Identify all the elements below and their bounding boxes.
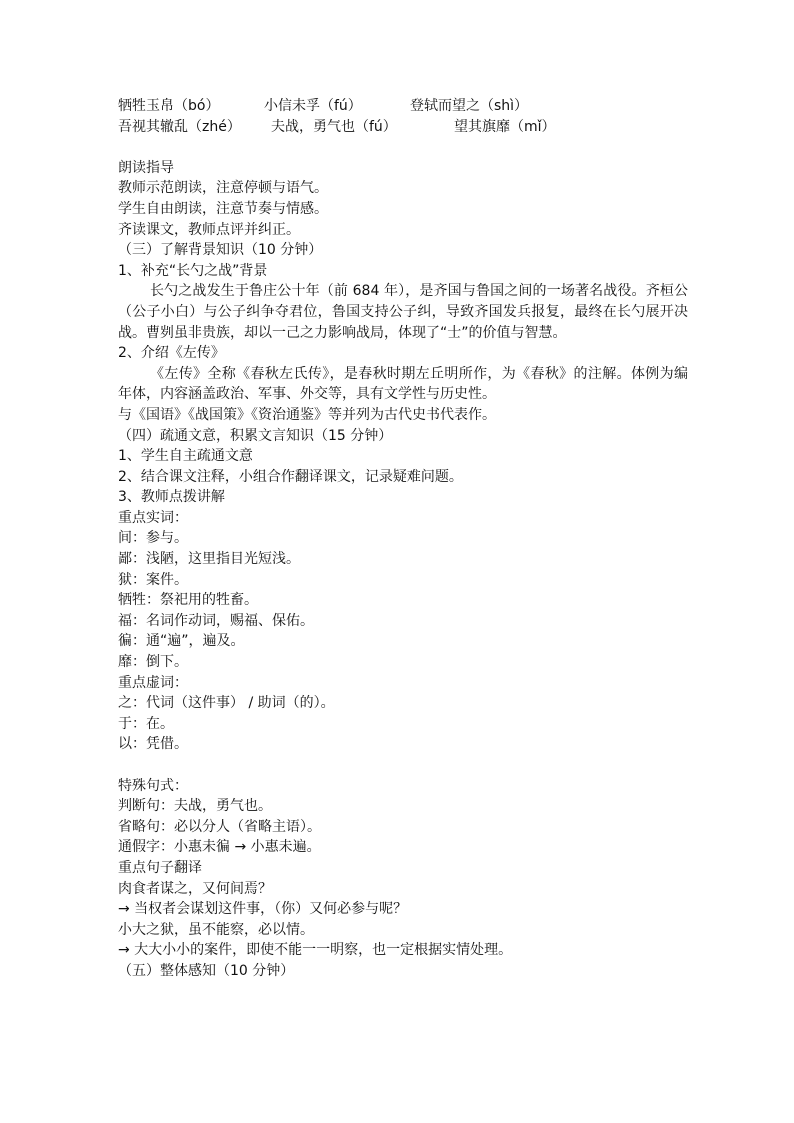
reading-guide-heading: 朗读指导 — [118, 159, 174, 176]
vocab-row-1 — [118, 96, 688, 117]
section-4-step: 1、学生自主疏通文意 — [118, 448, 253, 465]
content-word: 间：参与。 — [118, 530, 188, 547]
reading-guide-line: 学生自由朗读，注意节奏与情感。 — [118, 200, 328, 217]
function-words-heading: 重点虚词： — [118, 674, 188, 691]
reading-guide-line: 齐读课文，教师点评并纠正。 — [118, 221, 300, 238]
section-4-step: 2、结合课文注释，小组合作翻译课文，记录疑难问题。 — [118, 468, 463, 485]
section-3-item-2-line: 与《国语》《战国策》《资治通鉴》等并列为古代史书代表作。 — [118, 406, 496, 423]
translation-source: 肉食者谋之，又何间焉？ — [118, 880, 272, 897]
content-word: 鄙：浅陋，这里指目光短浅。 — [118, 551, 300, 568]
translation-heading: 重点句子翻译 — [118, 859, 202, 876]
content-words-heading: 重点实词： — [118, 509, 188, 526]
content-word: 靡：倒下。 — [118, 654, 188, 671]
content-word: 徧：通“遍”，遍及。 — [118, 633, 245, 650]
sentence-pattern: 省略句：必以分人（省略主语）。 — [118, 818, 321, 835]
vocab-item: 夫战，勇气也（fú） — [271, 118, 397, 135]
vocab-item: 牺牲玉帛（bó） — [118, 98, 220, 114]
section-5-heading: （五）整体感知（10 分钟） — [118, 962, 295, 979]
translation-target: → 大大小小的案件，即使不能一一明察，也一定根据实情处理。 — [118, 942, 513, 959]
sentence-pattern: 判断句：夫战，勇气也。 — [118, 798, 272, 815]
content-word: 牺牲：祭祀用的牲畜。 — [118, 592, 258, 609]
section-3-item-1-paragraph: 长勺之战发生于鲁庄公十年（前 684 年），是齐国与鲁国之间的一场著名战役。齐桓公（公子小白）与公子纠争夺君位，鲁国支持公子纠，导致齐国发兵报复，最终在长勺展开决战。曹刿虽非贵族，却以一己之力影响战局，体现了“士”的价值与智慧。 — [118, 283, 688, 341]
reading-guide-line: 教师示范朗读，注意停顿与语气。 — [118, 180, 328, 197]
vocab-item: 望其旗靡（mǐ） — [454, 118, 556, 135]
vocab-item: 小信未孚（fú） — [264, 98, 362, 114]
translation-target: → 当权者会谋划这件事，（你）又何必参与呢？ — [118, 901, 408, 918]
sentence-pattern: 通假字：小惠未徧 → 小惠未遍。 — [118, 839, 321, 856]
function-word: 于：在。 — [118, 715, 174, 732]
vocab-item: 吾视其辙乱（zhé） — [118, 118, 241, 135]
function-word: 以：凭借。 — [118, 736, 188, 753]
section-4-step: 3、教师点拨讲解 — [118, 489, 225, 506]
function-word: 之：代词（这件事） / 助词（的）。 — [118, 695, 335, 712]
sentence-patterns-heading: 特殊句式： — [118, 777, 188, 794]
vocab-row-2 — [118, 117, 688, 138]
section-3-item-2-title: 2、介绍《左传》 — [118, 345, 225, 362]
document-body — [118, 96, 688, 982]
translation-source: 小大之狱，虽不能察，必以情。 — [118, 921, 314, 938]
section-3-item-2-paragraph: 《左传》全称《春秋左氏传》，是春秋时期左丘明所作，为《春秋》的注解。体例为编年体，内容涵盖政治、军事、外交等，具有文学性与历史性。 — [118, 365, 688, 403]
section-3-heading: （三）了解背景知识（10 分钟） — [118, 242, 323, 259]
vocab-item: 登轼而望之（shì） — [410, 98, 529, 114]
content-word: 福：名词作动词，赐福、保佑。 — [118, 612, 314, 629]
content-word: 狱：案件。 — [118, 571, 188, 588]
section-4-heading: （四）疏通文意，积累文言知识（15 分钟） — [118, 427, 393, 444]
section-3-item-1-title: 1、补充“长勺之战”背景 — [118, 262, 268, 279]
